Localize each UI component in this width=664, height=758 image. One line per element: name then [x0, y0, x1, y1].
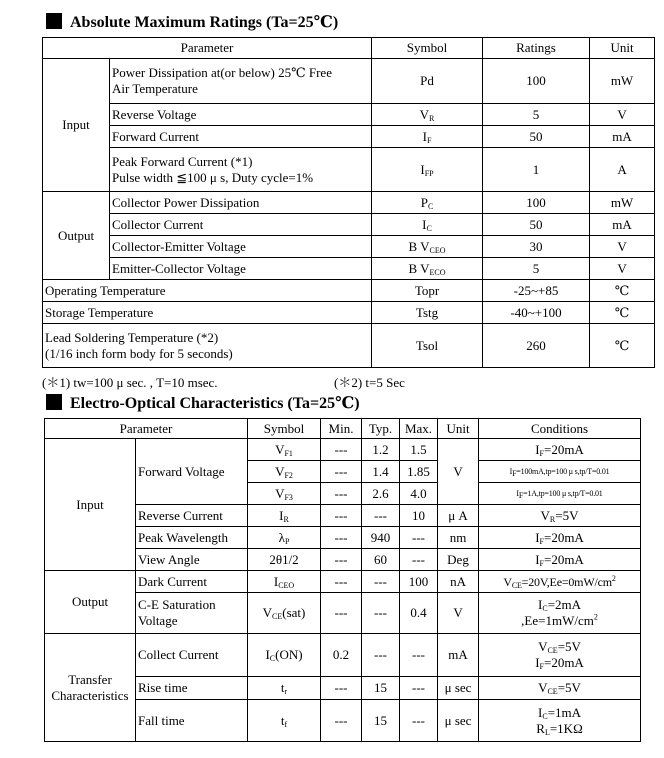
cond-sub: F [539, 448, 544, 458]
conditions-cell [479, 505, 641, 527]
cond-rest: ,Ee=1mW/cm [521, 613, 594, 628]
param-cell: Collector Power Dissipation [110, 192, 372, 214]
cond-main: I [538, 704, 543, 720]
param-cell: Collector Current [110, 214, 372, 236]
param-cell: Forward Voltage [136, 439, 248, 505]
symbol-cell [248, 571, 321, 593]
min-cell: --- [321, 700, 362, 742]
param-cell: Collector-Emitter Voltage [110, 236, 372, 258]
symbol-sub: CEO [429, 245, 446, 255]
param-cell: Rise time [136, 677, 248, 700]
table-header-row [43, 38, 655, 59]
group-output: Output [45, 571, 136, 634]
param-line: Voltage [138, 613, 178, 628]
max-cell: --- [400, 634, 438, 677]
typ-cell: 2.6 [362, 483, 400, 505]
rating-cell: 100 [483, 192, 590, 214]
table-row [45, 571, 641, 593]
cond-main: V [538, 639, 548, 654]
header-symbol: Symbol [372, 38, 483, 59]
unit-cell: A [590, 148, 655, 192]
table-row [43, 258, 655, 280]
max-cell: 1.5 [400, 439, 438, 461]
unit-cell: V [590, 258, 655, 280]
rating-cell: 5 [483, 258, 590, 280]
min-cell: --- [321, 593, 362, 634]
table-header-row [45, 419, 641, 439]
footnote-2: (＊2) t=5 Sec [334, 375, 405, 390]
cond-rest: =1A,tp=100 μ s,tp/T=0.01 [523, 488, 603, 498]
symbol-cell [372, 258, 483, 280]
param-line: Peak Forward Current (*1) [112, 153, 253, 169]
typ-cell: --- [362, 634, 400, 677]
symbol-cell [372, 192, 483, 214]
symbol-sub: C [426, 223, 432, 233]
cond-line [481, 655, 638, 671]
square-bullet-icon [46, 13, 62, 29]
symbol-main: I [422, 216, 427, 232]
typ-cell: 940 [362, 527, 400, 549]
cond-main: V [503, 574, 512, 589]
conditions-cell [479, 483, 641, 505]
cond-line [481, 613, 638, 629]
cond-rest: =5V [555, 507, 579, 523]
cond-rest: =5V [557, 680, 581, 695]
cond-main: I [535, 441, 540, 457]
symbol-main: B V [408, 260, 430, 276]
min-cell: --- [321, 527, 362, 549]
cond-sub: F [539, 536, 544, 546]
unit-cell: V [438, 593, 479, 634]
table-row [43, 280, 655, 302]
symbol-cell [248, 527, 321, 549]
max-cell: --- [400, 549, 438, 571]
typ-cell: 15 [362, 677, 400, 700]
symbol-cell [248, 461, 321, 483]
typ-cell: 60 [362, 549, 400, 571]
table-row [43, 104, 655, 126]
symbol-sub: F1 [284, 448, 293, 458]
symbol-main: V [419, 106, 430, 122]
symbol-main: I [420, 161, 425, 177]
conditions-cell [479, 439, 641, 461]
cond-rest: =100mA,tp=100 μ s,tp/T=0.01 [516, 466, 610, 476]
unit-cell: ℃ [590, 302, 655, 324]
param-cell: Forward Current [110, 126, 372, 148]
cond-main: I [535, 551, 540, 567]
symbol-main: t [280, 712, 285, 728]
symbol-suffix: (ON) [275, 647, 303, 662]
footnote-1: (＊1) tw=100 μ sec. , T=10 msec. [42, 375, 218, 390]
param-line: C-E Saturation [138, 597, 216, 612]
cond-sub: CE [547, 687, 558, 696]
amr-title: Absolute Maximum Ratings (Ta=25℃) [70, 14, 339, 31]
cond-sub: F [539, 662, 544, 671]
symbol-sub: r [284, 687, 288, 696]
unit-cell: nA [438, 571, 479, 593]
rating-cell: 100 [483, 59, 590, 104]
header-symbol: Symbol [248, 419, 321, 439]
typ-cell: 1.4 [362, 461, 400, 483]
cond-line [481, 721, 638, 737]
symbol-suffix: (sat) [282, 605, 306, 620]
max-cell: --- [400, 527, 438, 549]
symbol-cell [248, 593, 321, 634]
group-line: Characteristics [51, 687, 129, 703]
cond-main: V [538, 680, 548, 695]
group-line: Transfer [68, 671, 112, 687]
unit-cell: mA [438, 634, 479, 677]
rating-cell: 50 [483, 214, 590, 236]
group-transfer [45, 634, 136, 742]
typ-cell: --- [362, 593, 400, 634]
max-cell: 4.0 [400, 483, 438, 505]
symbol-sub: P [284, 536, 290, 546]
eoc-title: Electro-Optical Characteristics (Ta=25℃) [70, 395, 360, 412]
header-parameter: Parameter [45, 419, 248, 439]
symbol-main: P [420, 194, 428, 210]
rating-cell: -25~+85 [483, 280, 590, 302]
cond-rest: =20mA [543, 551, 584, 567]
min-cell: --- [321, 439, 362, 461]
cond-rest: =1mA [547, 704, 582, 720]
header-conditions: Conditions [479, 419, 641, 439]
symbol-sub: FP [424, 168, 434, 178]
rating-cell: -40~+100 [483, 302, 590, 324]
cond-sup: 2 [611, 573, 616, 583]
unit-cell: V [438, 439, 479, 505]
cond-main: I [509, 466, 513, 476]
unit-cell: mA [590, 126, 655, 148]
param-cell: Peak Wavelength [136, 527, 248, 549]
max-cell: 1.85 [400, 461, 438, 483]
max-cell: 0.4 [400, 593, 438, 634]
symbol-main: I [279, 507, 284, 523]
symbol-cell [372, 104, 483, 126]
symbol-main: B V [408, 238, 430, 254]
param-cell [110, 148, 372, 192]
conditions-cell [479, 527, 641, 549]
header-ratings: Ratings [483, 38, 590, 59]
conditions-cell [479, 549, 641, 571]
absolute-maximum-ratings-table [42, 37, 655, 368]
unit-cell: ℃ [590, 280, 655, 302]
cond-rest: =20V,Ee=0mW/cm [521, 574, 612, 589]
header-unit: Unit [438, 419, 479, 439]
symbol-main: V [275, 463, 285, 479]
cond-sub: F [518, 490, 524, 500]
conditions-cell [479, 677, 641, 700]
header-typ: Typ. [362, 419, 400, 439]
cond-line [481, 705, 638, 721]
typ-cell: --- [362, 571, 400, 593]
symbol-cell [372, 236, 483, 258]
cond-main: I [535, 655, 540, 670]
symbol-cell [248, 505, 321, 527]
rating-cell: 50 [483, 126, 590, 148]
max-cell: --- [400, 700, 438, 742]
cond-main: I [538, 597, 543, 612]
conditions-cell [479, 593, 641, 634]
cond-sub: C [542, 604, 548, 613]
symbol-main: I [273, 573, 279, 589]
amr-section-title [46, 12, 338, 34]
symbol-sub: f [284, 719, 288, 729]
param-cell: Dark Current [136, 571, 248, 593]
symbol-cell [248, 439, 321, 461]
symbol-sub: CE [272, 612, 283, 621]
symbol-cell [372, 126, 483, 148]
cond-rest: =2mA [547, 597, 582, 612]
table-row [43, 148, 655, 192]
symbol-main: I [265, 647, 270, 662]
min-cell: --- [321, 549, 362, 571]
table-row [43, 126, 655, 148]
symbol-sub: R [283, 514, 289, 524]
unit-cell: Deg [438, 549, 479, 571]
symbol-main: t [280, 680, 285, 695]
eoc-section-title [46, 393, 360, 415]
param-cell: View Angle [136, 549, 248, 571]
group-input: Input [43, 59, 110, 192]
table-row [43, 302, 655, 324]
typ-cell: --- [362, 505, 400, 527]
cond-rest: =1KΩ [549, 720, 583, 736]
header-min: Min. [321, 419, 362, 439]
table-row [45, 439, 641, 461]
symbol-cell: Tstg [372, 302, 483, 324]
min-cell: 0.2 [321, 634, 362, 677]
symbol-main: V [275, 441, 285, 457]
conditions-cell [479, 634, 641, 677]
symbol-sub: R [429, 113, 435, 123]
symbol-cell [248, 483, 321, 505]
min-cell: --- [321, 571, 362, 593]
param-cell: Fall time [136, 700, 248, 742]
header-parameter: Parameter [43, 38, 372, 59]
param-line: Air Temperature [112, 81, 198, 96]
symbol-sub: F [426, 135, 432, 145]
cond-sub: R [549, 514, 556, 524]
cond-sub: L [544, 727, 550, 737]
table-row [43, 192, 655, 214]
table-row [45, 634, 641, 677]
unit-cell: μ A [438, 505, 479, 527]
min-cell: --- [321, 505, 362, 527]
min-cell: --- [321, 677, 362, 700]
symbol-sub: C [427, 201, 434, 211]
symbol-sub: ECO [429, 267, 446, 277]
symbol-main: V [262, 605, 273, 620]
symbol-main: λ [278, 529, 285, 545]
cond-line [481, 597, 638, 613]
symbol-cell: Pd [372, 59, 483, 104]
typ-cell: 15 [362, 700, 400, 742]
symbol-sub: F3 [284, 492, 293, 502]
max-cell: 10 [400, 505, 438, 527]
max-cell: --- [400, 677, 438, 700]
cond-main: I [516, 488, 519, 498]
unit-cell: nm [438, 527, 479, 549]
cond-rest: =20mA [543, 529, 584, 545]
unit-cell: μ sec [438, 677, 479, 700]
group-input: Input [45, 439, 136, 571]
unit-cell: mW [590, 192, 655, 214]
cond-line [481, 639, 638, 655]
param-cell [43, 324, 372, 368]
min-cell: --- [321, 461, 362, 483]
electro-optical-characteristics-table [44, 418, 641, 742]
conditions-cell [479, 700, 641, 742]
symbol-cell: 2θ1/2 [248, 549, 321, 571]
unit-cell: mA [590, 214, 655, 236]
param-cell: Collect Current [136, 634, 248, 677]
param-cell: Storage Temperature [43, 302, 372, 324]
symbol-sub: C [269, 654, 276, 663]
unit-cell: mW [590, 59, 655, 104]
unit-cell: V [590, 236, 655, 258]
param-cell: Emitter-Collector Voltage [110, 258, 372, 280]
param-line: Pulse width ≦100 μ s, Duty cycle=1% [112, 169, 314, 185]
square-bullet-icon [46, 394, 62, 410]
cond-sub: F [512, 468, 517, 478]
param-cell [110, 59, 372, 104]
cond-sub: F [539, 558, 544, 568]
symbol-cell [372, 214, 483, 236]
unit-cell: ℃ [590, 324, 655, 368]
rating-cell: 1 [483, 148, 590, 192]
symbol-cell [248, 634, 321, 677]
symbol-cell [372, 148, 483, 192]
rating-cell: 30 [483, 236, 590, 258]
unit-cell: μ sec [438, 700, 479, 742]
symbol-cell: Tsol [372, 324, 483, 368]
param-cell: Reverse Current [136, 505, 248, 527]
min-cell: --- [321, 483, 362, 505]
symbol-sub: CEO [278, 580, 295, 590]
symbol-sub: F2 [284, 470, 293, 480]
conditions-cell [479, 571, 641, 593]
param-cell: Reverse Voltage [110, 104, 372, 126]
cond-rest: =20mA [543, 655, 584, 670]
header-unit: Unit [590, 38, 655, 59]
table-row [43, 59, 655, 104]
cond-sub: CE [547, 646, 558, 655]
symbol-cell: Topr [372, 280, 483, 302]
table-row [43, 324, 655, 368]
rating-cell: 260 [483, 324, 590, 368]
group-output: Output [43, 192, 110, 280]
param-cell [136, 593, 248, 634]
symbol-cell [248, 700, 321, 742]
conditions-cell [479, 461, 641, 483]
typ-cell: 1.2 [362, 439, 400, 461]
symbol-main: V [275, 485, 285, 501]
cond-rest: =20mA [543, 441, 584, 457]
param-cell: Operating Temperature [43, 280, 372, 302]
rating-cell: 5 [483, 104, 590, 126]
param-line: (1/16 inch form body for 5 seconds) [45, 345, 233, 361]
cond-main: R [536, 720, 545, 736]
unit-cell: V [590, 104, 655, 126]
cond-main: I [535, 529, 540, 545]
cond-sub: C [542, 711, 548, 721]
table-row [43, 236, 655, 258]
param-line: Power Dissipation at(or below) 25℃ Free [112, 65, 332, 80]
table-row [43, 214, 655, 236]
cond-rest: =5V [557, 639, 581, 654]
symbol-cell [248, 677, 321, 700]
param-line: Lead Soldering Temperature (*2) [45, 329, 219, 345]
header-max: Max. [400, 419, 438, 439]
cond-sub: CE [511, 580, 522, 590]
cond-sup: 2 [593, 612, 598, 622]
max-cell: 100 [400, 571, 438, 593]
symbol-main: I [422, 128, 427, 144]
cond-main: V [540, 507, 550, 523]
